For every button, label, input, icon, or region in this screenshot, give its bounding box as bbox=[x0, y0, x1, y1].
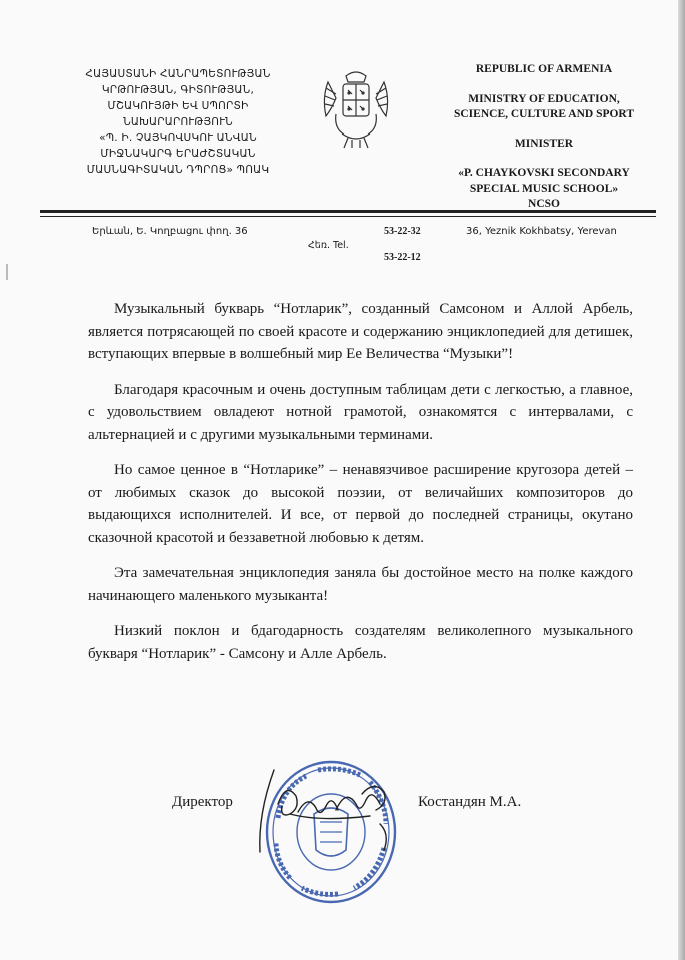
letterhead-line: MINISTER bbox=[514, 137, 574, 150]
header-rule-thin bbox=[40, 216, 656, 217]
letter-body bbox=[88, 298, 633, 678]
header-rule-thick bbox=[40, 210, 656, 213]
letterhead-line: MINISTRY OF EDUCATION, bbox=[468, 92, 620, 105]
scan-mark bbox=[6, 264, 8, 280]
tel-label: Հեռ. Tel. bbox=[308, 240, 349, 251]
letterhead-line: ՀԱՅԱՍՏԱՆԻ ՀԱՆՐԱՊԵՏՈՒԹՅԱՆ bbox=[85, 68, 271, 80]
letterhead-line: ՄՇԱԿՈՒՅԹԻ ԵՎ ՍՊՈՐՏԻ bbox=[107, 100, 249, 112]
director-signature bbox=[250, 764, 400, 864]
letterhead-line: ՄԻՋՆԱԿԱՐԳ ԵՐԱԺՇՏԱԿԱՆ bbox=[100, 148, 256, 160]
letterhead-line: ՆԱԽԱՐԱՐՈՒԹՅՈՒՆ bbox=[123, 116, 233, 128]
signatory-title: Директор bbox=[172, 794, 233, 810]
body-paragraph: Низкий поклон и бдагодарность создателям великолепного музыкального букваря “Нотларик” - Самсону и Алле Арбель. bbox=[88, 623, 633, 662]
letterhead-armenian bbox=[58, 66, 298, 178]
letterhead-line: SCIENCE, CULTURE AND SPORT bbox=[453, 108, 635, 120]
body-paragraph: Эта замечательная энциклопедия заняла бы достойное место на полке каждого начинающего маленького музыканта! bbox=[88, 565, 633, 604]
letterhead-line: «Պ. Ի. ՉԱՅԿՈՎՍԿՈՒ ԱՆՎԱՆ bbox=[99, 132, 257, 144]
signatory-name: Костандян М.А. bbox=[418, 794, 522, 810]
letterhead-line: «P. CHAYKOVSKI SECONDARY bbox=[458, 167, 630, 179]
address-english: 36, Yeznik Kokhbatsy, Yerevan bbox=[466, 226, 617, 237]
phone-number-1: 53-22-32 bbox=[384, 226, 421, 237]
letterhead-line: REPUBLIC OF ARMENIA bbox=[475, 63, 613, 75]
letterhead-line: ՄԱՍՆԱԳԻՏԱԿԱՆ ԴՊՐՈՑ» ՊՈԱԿ bbox=[86, 164, 270, 176]
address-armenian: Երևան, Ե. Կողբացու փող. 36 bbox=[92, 226, 248, 237]
coat-of-arms-icon bbox=[318, 68, 394, 150]
page-edge-shadow bbox=[678, 0, 685, 960]
body-paragraph: Но самое ценное в “Нотларике” – ненавязчивое расширение кругозора детей – от любимых сказок до высокой поэзии, от величайших композиторов до выдающихся исполнителей. И все, от первой до последней страницы, окутано сказочной красотой и беззаветной любовью к детям. bbox=[88, 462, 633, 546]
body-paragraph: Музыкальный букварь “Нотларик”, созданный Самсоном и Аллой Арбель, является потрясающей по своей красоте и содержанию энциклопедией для детишек, вступающих впервые в волшебный мир Ее Величества “Музыки”! bbox=[88, 301, 633, 362]
letterhead-line: ԿՐԹՈՒԹՅԱՆ, ԳԻՏՈՒԹՅԱՆ, bbox=[101, 84, 255, 96]
body-paragraph: Благодаря красочным и очень доступным таблицам дети с легкостью, а главное, с удовольствием овладеют нотной грамотой, ознакомятся с интервалами, с альтернацией и с другими музыкальными терминами. bbox=[88, 381, 633, 443]
letterhead-line: NCSO bbox=[528, 198, 560, 210]
phone-number-2: 53-22-12 bbox=[384, 252, 421, 263]
letterhead-line: SPECIAL MUSIC SCHOOL» bbox=[469, 182, 619, 195]
letterhead-english bbox=[432, 62, 656, 213]
